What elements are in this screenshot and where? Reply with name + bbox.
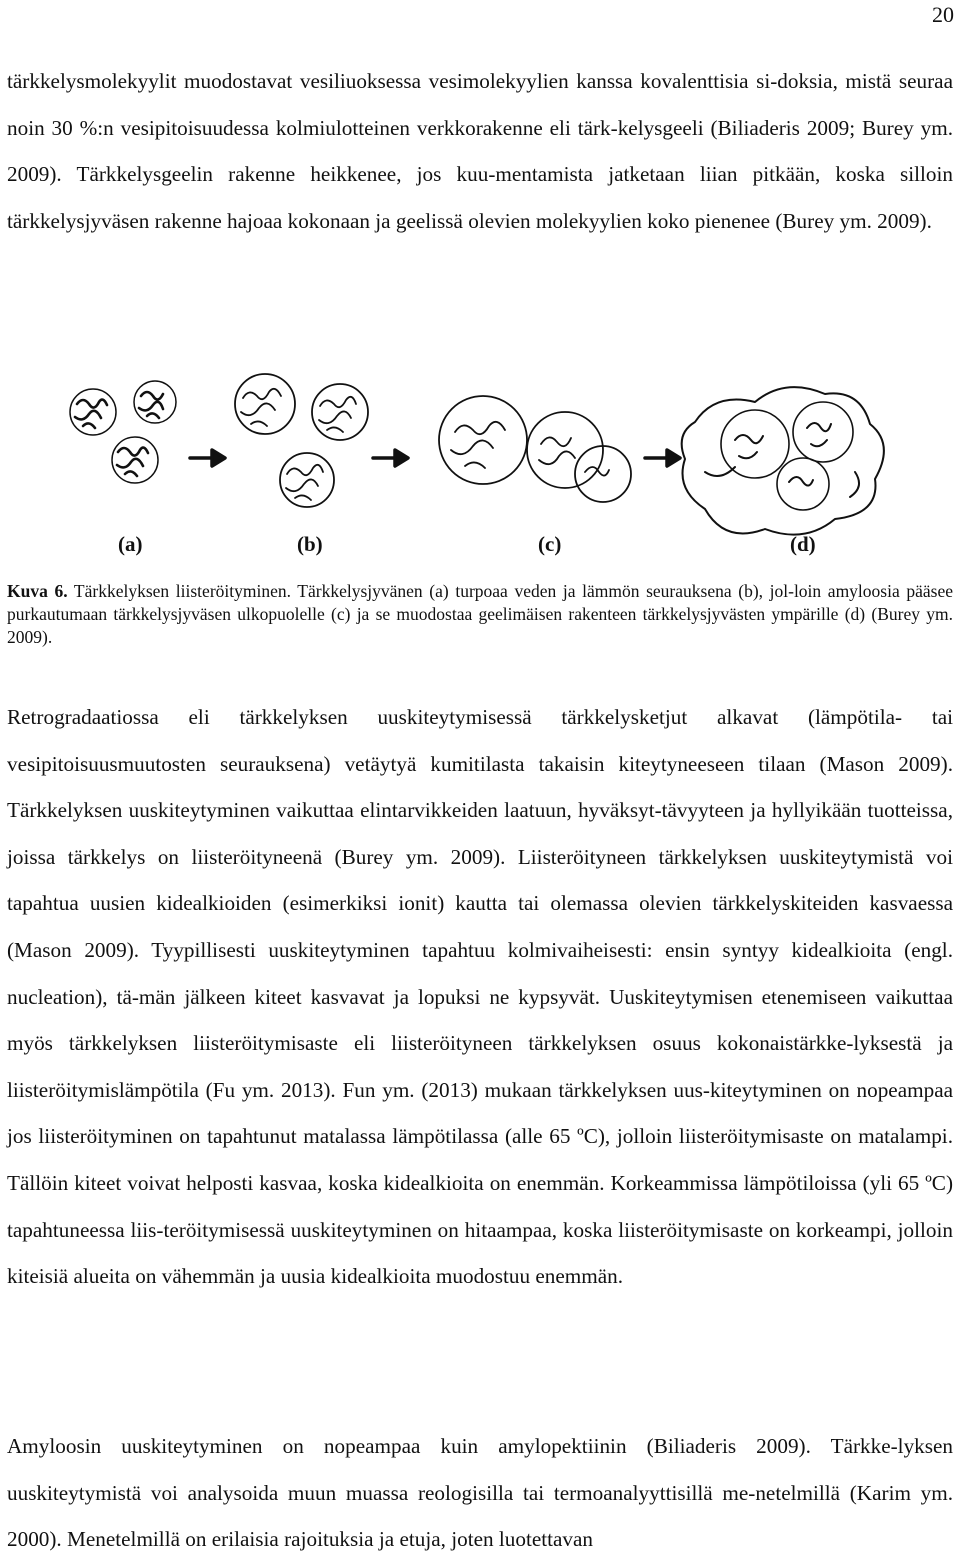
- arrow-3: [645, 450, 680, 466]
- granule-a3: [112, 437, 158, 483]
- gelatinization-figure: [55, 362, 905, 572]
- granule-a2: [134, 381, 176, 423]
- caption-text: Tärkkelyksen liisteröityminen. Tärkkelysjyvänen (a) turpoaa veden ja lämmön seurauksena (b), jol-loin amyloosia pääsee purkautumaan tärkkelysjyväsen ulkopuolelle (c) ja se muodostaa geelimäisen rakenteen tärkkelysjyvästen ympärille (d) (Burey ym. 2009).: [7, 581, 953, 647]
- caption-label: Kuva 6.: [7, 581, 68, 601]
- granule-b2: [312, 384, 368, 440]
- figure-label-a: (a): [118, 532, 143, 556]
- figure-label-c: (c): [538, 532, 562, 556]
- page-number: 20: [932, 2, 954, 27]
- figure-caption: [7, 580, 953, 649]
- figure-label-d: (d): [790, 532, 816, 556]
- figure-label-b: (b): [297, 532, 323, 556]
- paragraph-retrogradation: Retrogradaatiossa eli tärkkelyksen uuskiteytymisessä tärkkelysketjut alkavat (lämpötila- tai vesipitoisuusmuutosten seurauksena) vetäytyä kumitilasta takaisin kiteytyneeseen tilaan (Mason 2009). Tärkkelyksen uuskiteytyminen vaikuttaa elintarvikkeiden laatuun, hyväksyt-tävyyteen ja hyllyikään tuotteissa, joissa tärkkelys on liisteröityneenä (Burey ym. 2009). Liisteröityneen tärkkelyksen uuskiteytymistä voi tapahtua uusien kidealkioiden (esimerkiksi ionit) kautta tai olemassa olevien tärkkelyskiteiden kasvaessa (Mason 2009). Tyypillisesti uuskiteytyminen tapahtuu kolmivaiheisesti: ensin syntyy kidealkioita (engl. nucleation), tä-män jälkeen kiteet kasvavat ja lopuksi ne kypsyvät. Uuskiteytymisen etenemiseen vaikuttaa myös tärkkelyksen liisteröitymisaste eli liisteröityneen tärkkelyksen osuus kokonaistärkke-lyksestä ja liisteröitymislämpötila (Fu ym. 2013). Fun ym. (2013) mukaan tärkkelyksen uus-kiteytyminen on nopeampaa jos liisteröityminen on tapahtunut matalassa lämpötilassa (alle 65 ºC), jolloin liisteröitymisaste on matalampi. Tällöin kiteet voivat helposti kasvaa, koska kidealkioita on enemmän. Korkeammissa lämpötiloissa (yli 65 ºC) tapahtuneessa liis-teröitymisessä uuskiteytyminen on hitaampaa, koska liisteröitymisaste on korkeampi, jolloin kiteisiä alueita on vähemmän ja uusia kidealkioita muodostuu enemmän.: [7, 705, 953, 1289]
- granule-a1: [70, 389, 116, 435]
- paragraph-amylose: Amyloosin uuskiteytyminen on nopeampaa kuin amylopektiinin (Biliaderis 2009). Tärkke-lyksen uuskiteytymistä voi analysoida muun muassa reologisilla tai termoanalyyttisillä me-netelmillä (Karim ym. 2000). Menetelmillä on erilaisia rajoituksia ja etuja, joten luotettavan: [7, 1434, 953, 1551]
- gel-network: [682, 387, 884, 535]
- arrow-1: [190, 450, 225, 466]
- granule-b3: [280, 453, 334, 507]
- paragraph-gel: tärkkelysmolekyylit muodostavat vesiliuoksessa vesimolekyylien kanssa kovalenttisia si-doksia, mistä seuraa noin 30 %:n vesipitoisuudessa kolmiulotteinen verkkorakenne eli tärk-kelysgeeli (Biliaderis 2009; Burey ym. 2009). Tärkkelysgeelin rakenne heikkenee, jos kuu-mentamista jatketaan liian pitkään, koska silloin tärkkelysjyväsen rakenne hajoaa kokonaan ja geelissä olevien molekyylien koko pienenee (Burey ym. 2009).: [7, 69, 953, 233]
- arrow-2: [373, 450, 408, 466]
- granule-b1: [235, 374, 295, 434]
- granule-c-group: [439, 396, 631, 502]
